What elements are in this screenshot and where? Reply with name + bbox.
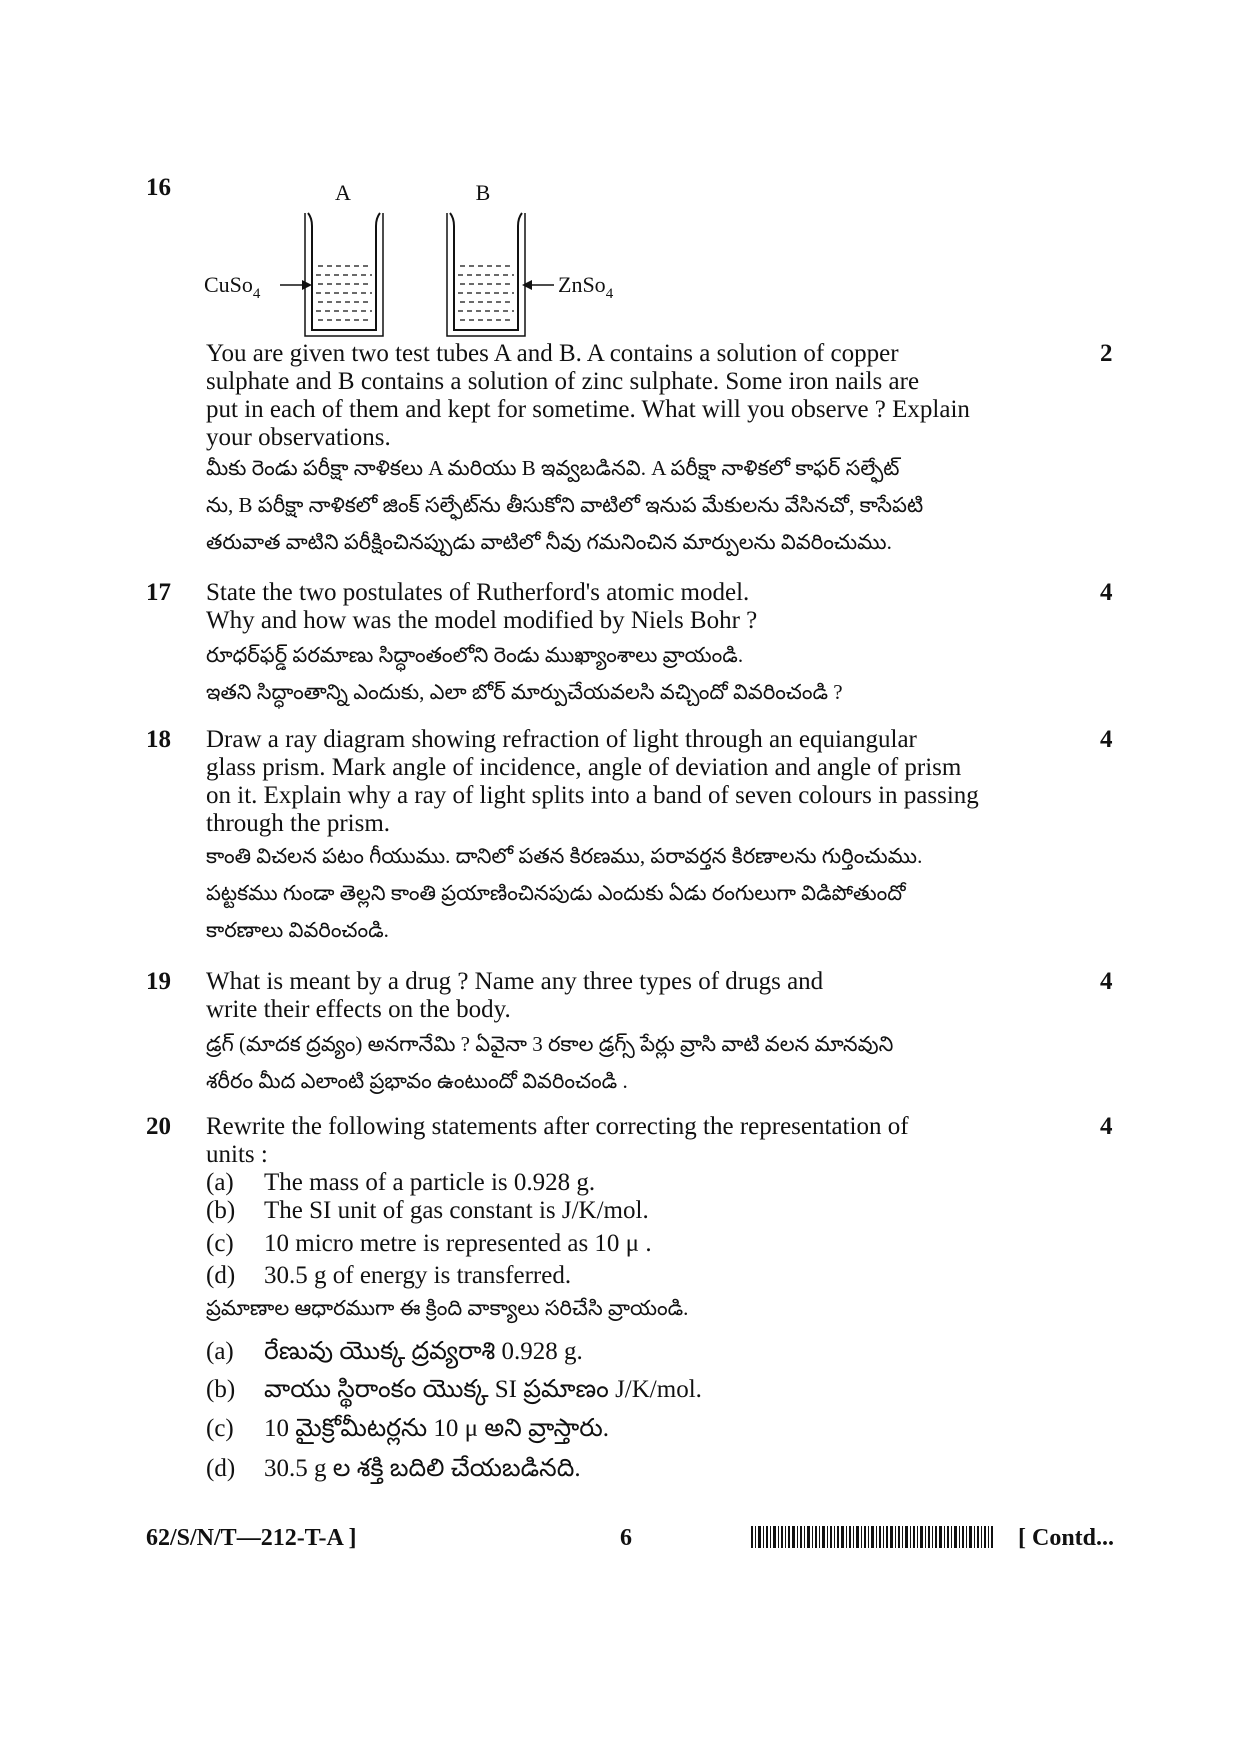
label-a: A (335, 180, 351, 205)
question-text-english: What is meant by a drug ? Name any three types of drugs and write their effects on the body. (206, 968, 824, 1023)
telugu-heading: ప్రమాణాల ఆధారముగా ఈ క్రింది వాక్యాలు సరిచేసి వ్రాయండి. (206, 1296, 689, 1320)
question-number: 17 (146, 579, 171, 606)
question-number: 18 (146, 726, 171, 753)
label-b: B (475, 180, 491, 205)
english-part-c: (c) 10 micro metre is represented as 10 μ . (206, 1230, 652, 1257)
question-number: 16 (146, 174, 171, 201)
question-text-telugu: రూధర్‌ఫర్డ్ పరమాణు సిద్ధాంతంలోని రెండు ముఖ్యాంశాలు వ్రాయండి. ఇతని సిద్ధాంతాన్ని ఎందుకు, ఎలా బోర్ మార్పుచేయవలసి వచ్చిందో వివరించండి ? (206, 643, 843, 704)
telugu-part-c: (c) 10 మైక్రోమీటర్లను 10 μ అని వ్రాస్తారు. (206, 1415, 610, 1442)
solution-b (458, 266, 514, 320)
arrow-right-icon (280, 280, 312, 290)
continued-label: [ Contd... (1018, 1525, 1115, 1551)
question-text-telugu: డ్రగ్ (మాదక ద్రవ్యం) అనగానేమి ? ఏవైనా 3 రకాల డ్రగ్స్ పేర్లు వ్రాసి వాటి వలన మానవుని శరీరం మీద ఎలాంటి ప్రభావం ఉంటుందో వివరించండి . (206, 1032, 894, 1093)
paper-code: 62/S/N/T—212-T-A ] (146, 1525, 357, 1551)
english-part-a: (a) The mass of a particle is 0.928 g. (206, 1169, 596, 1196)
marks: 4 (1100, 1113, 1113, 1140)
english-part-b: (b) The SI unit of gas constant is J/K/mol. (206, 1197, 649, 1224)
znso4-label: ZnSo$_4$ (558, 272, 614, 302)
marks: 4 (1100, 726, 1113, 753)
question-text-english: Draw a ray diagram showing refraction of light through an equiangular glass prism. Mark angle of incidence, angle of deviation and angle of prism on it. Explain why a ray of light splits into a band of seven colours in passing through the prism. (206, 726, 979, 837)
test-tubes-diagram (200, 178, 640, 338)
question-text-telugu: మీకు రెండు పరీక్షా నాళికలు A మరియు B ఇవ్వబడినవి. A పరీక్షా నాళికలో కాఫర్ సల్ఫేట్ ను, B పరీక్షా నాళికలో జింక్ సల్ఫేట్‌ను తీసుకోని వాటిలో ఇనుప మేకులను వేసినచో, కాసేపటి తరువాత వాటిని పరీక్షించినప్పుడు వాటిలో నీవు గమనించిన మార్పులను వివరించుము. (206, 456, 924, 554)
question-text-english: Rewrite the following statements after correcting the representation of units : (206, 1113, 909, 1168)
telugu-part-b: (b) వాయు స్థిరాంకం యొక్క SI ప్రమాణం J/K/mol. (206, 1376, 702, 1403)
marks: 4 (1100, 579, 1113, 606)
english-part-d: (d) 30.5 g of energy is transferred. (206, 1262, 572, 1289)
question-text-english: You are given two test tubes A and B. A contains a solution of copper sulphate and B contains a solution of zinc sulphate. Some iron nails are put in each of them and kept for sometime. What will you observe ? Explain your observations. (206, 340, 970, 451)
marks: 4 (1100, 968, 1113, 995)
telugu-part-d: (d) 30.5 g ల శక్తి బదిలి చేయబడినది. (206, 1455, 581, 1482)
question-number: 20 (146, 1113, 171, 1140)
barcode (751, 1526, 993, 1548)
cuso4-label: CuSo$_4$ (204, 272, 261, 302)
telugu-part-a: (a) రేణువు యొక్క ద్రవ్యరాశి 0.928 g. (206, 1338, 583, 1365)
question-text-telugu: కాంతి విచలన పటం గీయుము. దానిలో పతన కిరణము, పరావర్తన కిరణాలను గుర్తించుము. పట్టకము గుండా తెల్లని కాంతి ప్రయాణించినపుడు ఎందుకు ఏడు రంగులుగా విడిపోతుందో కారణాలు వివరించండి. (206, 844, 923, 942)
solution-a (316, 266, 372, 320)
question-number: 19 (146, 968, 171, 995)
arrow-left-icon (522, 280, 554, 290)
question-text-english: State the two postulates of Rutherford's atomic model. Why and how was the model modified by Niels Bohr ? (206, 579, 758, 634)
marks: 2 (1100, 340, 1113, 367)
page-number: 6 (620, 1525, 632, 1551)
